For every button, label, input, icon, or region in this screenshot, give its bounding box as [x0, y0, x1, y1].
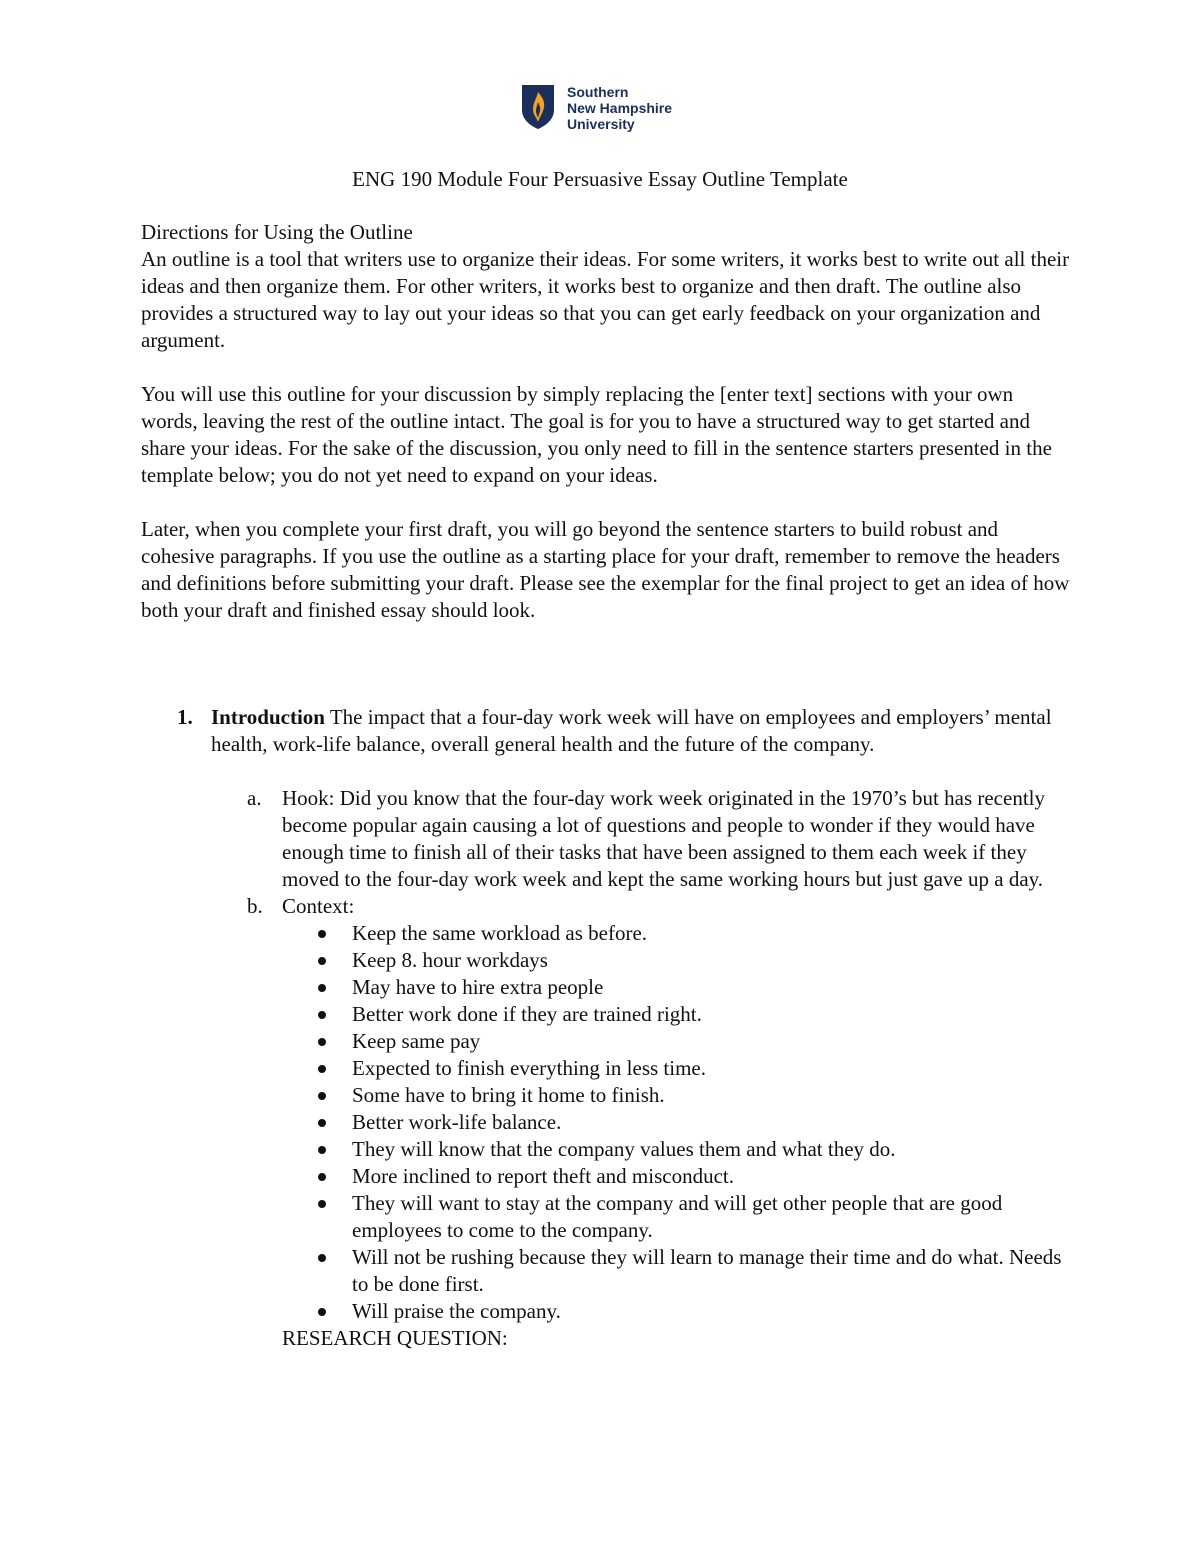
bullet-icon [318, 984, 326, 992]
list-item: Will praise the company. [141, 1298, 1071, 1325]
bullet-icon [318, 1200, 326, 1208]
bullet-icon [318, 1092, 326, 1100]
list-item: Keep the same workload as before. [141, 920, 1071, 947]
list-item: Keep same pay [141, 1028, 1071, 1055]
bullet-icon [318, 957, 326, 965]
list-item: May have to hire extra people [141, 974, 1071, 1001]
context-bullet-list [141, 920, 1071, 1325]
hook-item [141, 785, 1071, 893]
list-item: Better work done if they are trained right. [141, 1001, 1071, 1028]
directions-heading: Directions for Using the Outline [141, 220, 413, 244]
hook-text: Hook: Did you know that the four-day work week originated in the 1970’s but has recently become popular again causing a lot of questions and people to wonder if they would have enough time to finish all of their tasks that have been assigned to them each week if they moved to the four-day work week and kept the same working hours but just gave up a day. [282, 786, 1045, 891]
directions-section [141, 219, 1071, 354]
logo-line-2: New Hampshire [567, 100, 673, 116]
directions-paragraph-2: You will use this outline for your discussion by simply replacing the [enter text] sections with your own words, leaving the rest of the outline intact. The goal is for you to have a structured way to get started and share your ideas. For the sake of the discussion, you only need to fill in the sentence starters presented in the template below; you do not yet need to expand on your ideas. [141, 382, 1052, 487]
logo-line-1: Southern [567, 84, 629, 100]
directions-paragraph-3: Later, when you complete your first draft, you will go beyond the sentence starters to build robust and cohesive paragraphs. If you use the outline as a starting place for your draft, remember to remove the headers and definitions before submitting your draft. Please see the exemplar for the final project to get an idea of how both your draft and finished essay should look. [141, 517, 1070, 622]
bullet-icon [318, 1065, 326, 1073]
bullet-icon [318, 1011, 326, 1019]
bullet-icon [318, 1119, 326, 1127]
bullet-icon [318, 1038, 326, 1046]
list-item: They will know that the company values them and what they do. [141, 1136, 1071, 1163]
outline-item-introduction [141, 704, 1071, 758]
introduction-heading: Introduction [211, 705, 325, 729]
logo-wordmark [567, 84, 672, 132]
directions-paragraph-1: An outline is a tool that writers use to organize their ideas. For some writers, it works best to write out all their ideas and then organize them. For other writers, it works best to organize and then draft. The outline also provides a structured way to lay out your ideas so that you can get early feedback on your organization and argument. [141, 247, 1070, 352]
introduction-sub-list [141, 785, 1071, 1352]
hook-letter: a. [247, 786, 262, 810]
context-letter: b. [247, 894, 263, 918]
snhu-shield-icon [521, 84, 555, 130]
list-item: Better work-life balance. [141, 1109, 1071, 1136]
snhu-logo [521, 84, 672, 134]
outline-section [141, 704, 1071, 1352]
outline-number: 1. [177, 705, 193, 729]
list-item: They will want to stay at the company and will get other people that are good employees to come to the company. [141, 1190, 1071, 1244]
list-item: Will not be rushing because they will learn to manage their time and do what. Needs to be done first. [141, 1244, 1071, 1298]
list-item: Some have to bring it home to finish. [141, 1082, 1071, 1109]
context-item [141, 893, 1071, 920]
bullet-icon [318, 930, 326, 938]
logo-line-3: University [567, 116, 635, 132]
research-question-label: RESEARCH QUESTION: [282, 1326, 508, 1350]
context-label: Context: [282, 894, 355, 918]
list-item: Expected to finish everything in less time. [141, 1055, 1071, 1082]
list-item: Keep 8. hour workdays [141, 947, 1071, 974]
introduction-text: The impact that a four-day work week will have on employees and employers’ mental health, work-life balance, overall general health and the future of the company. [211, 705, 1052, 756]
document-title: ENG 190 Module Four Persuasive Essay Outline Template [352, 167, 848, 191]
bullet-icon [318, 1146, 326, 1154]
bullet-icon [318, 1308, 326, 1316]
bullet-icon [318, 1173, 326, 1181]
bullet-icon [318, 1254, 326, 1262]
list-item: More inclined to report theft and misconduct. [141, 1163, 1071, 1190]
